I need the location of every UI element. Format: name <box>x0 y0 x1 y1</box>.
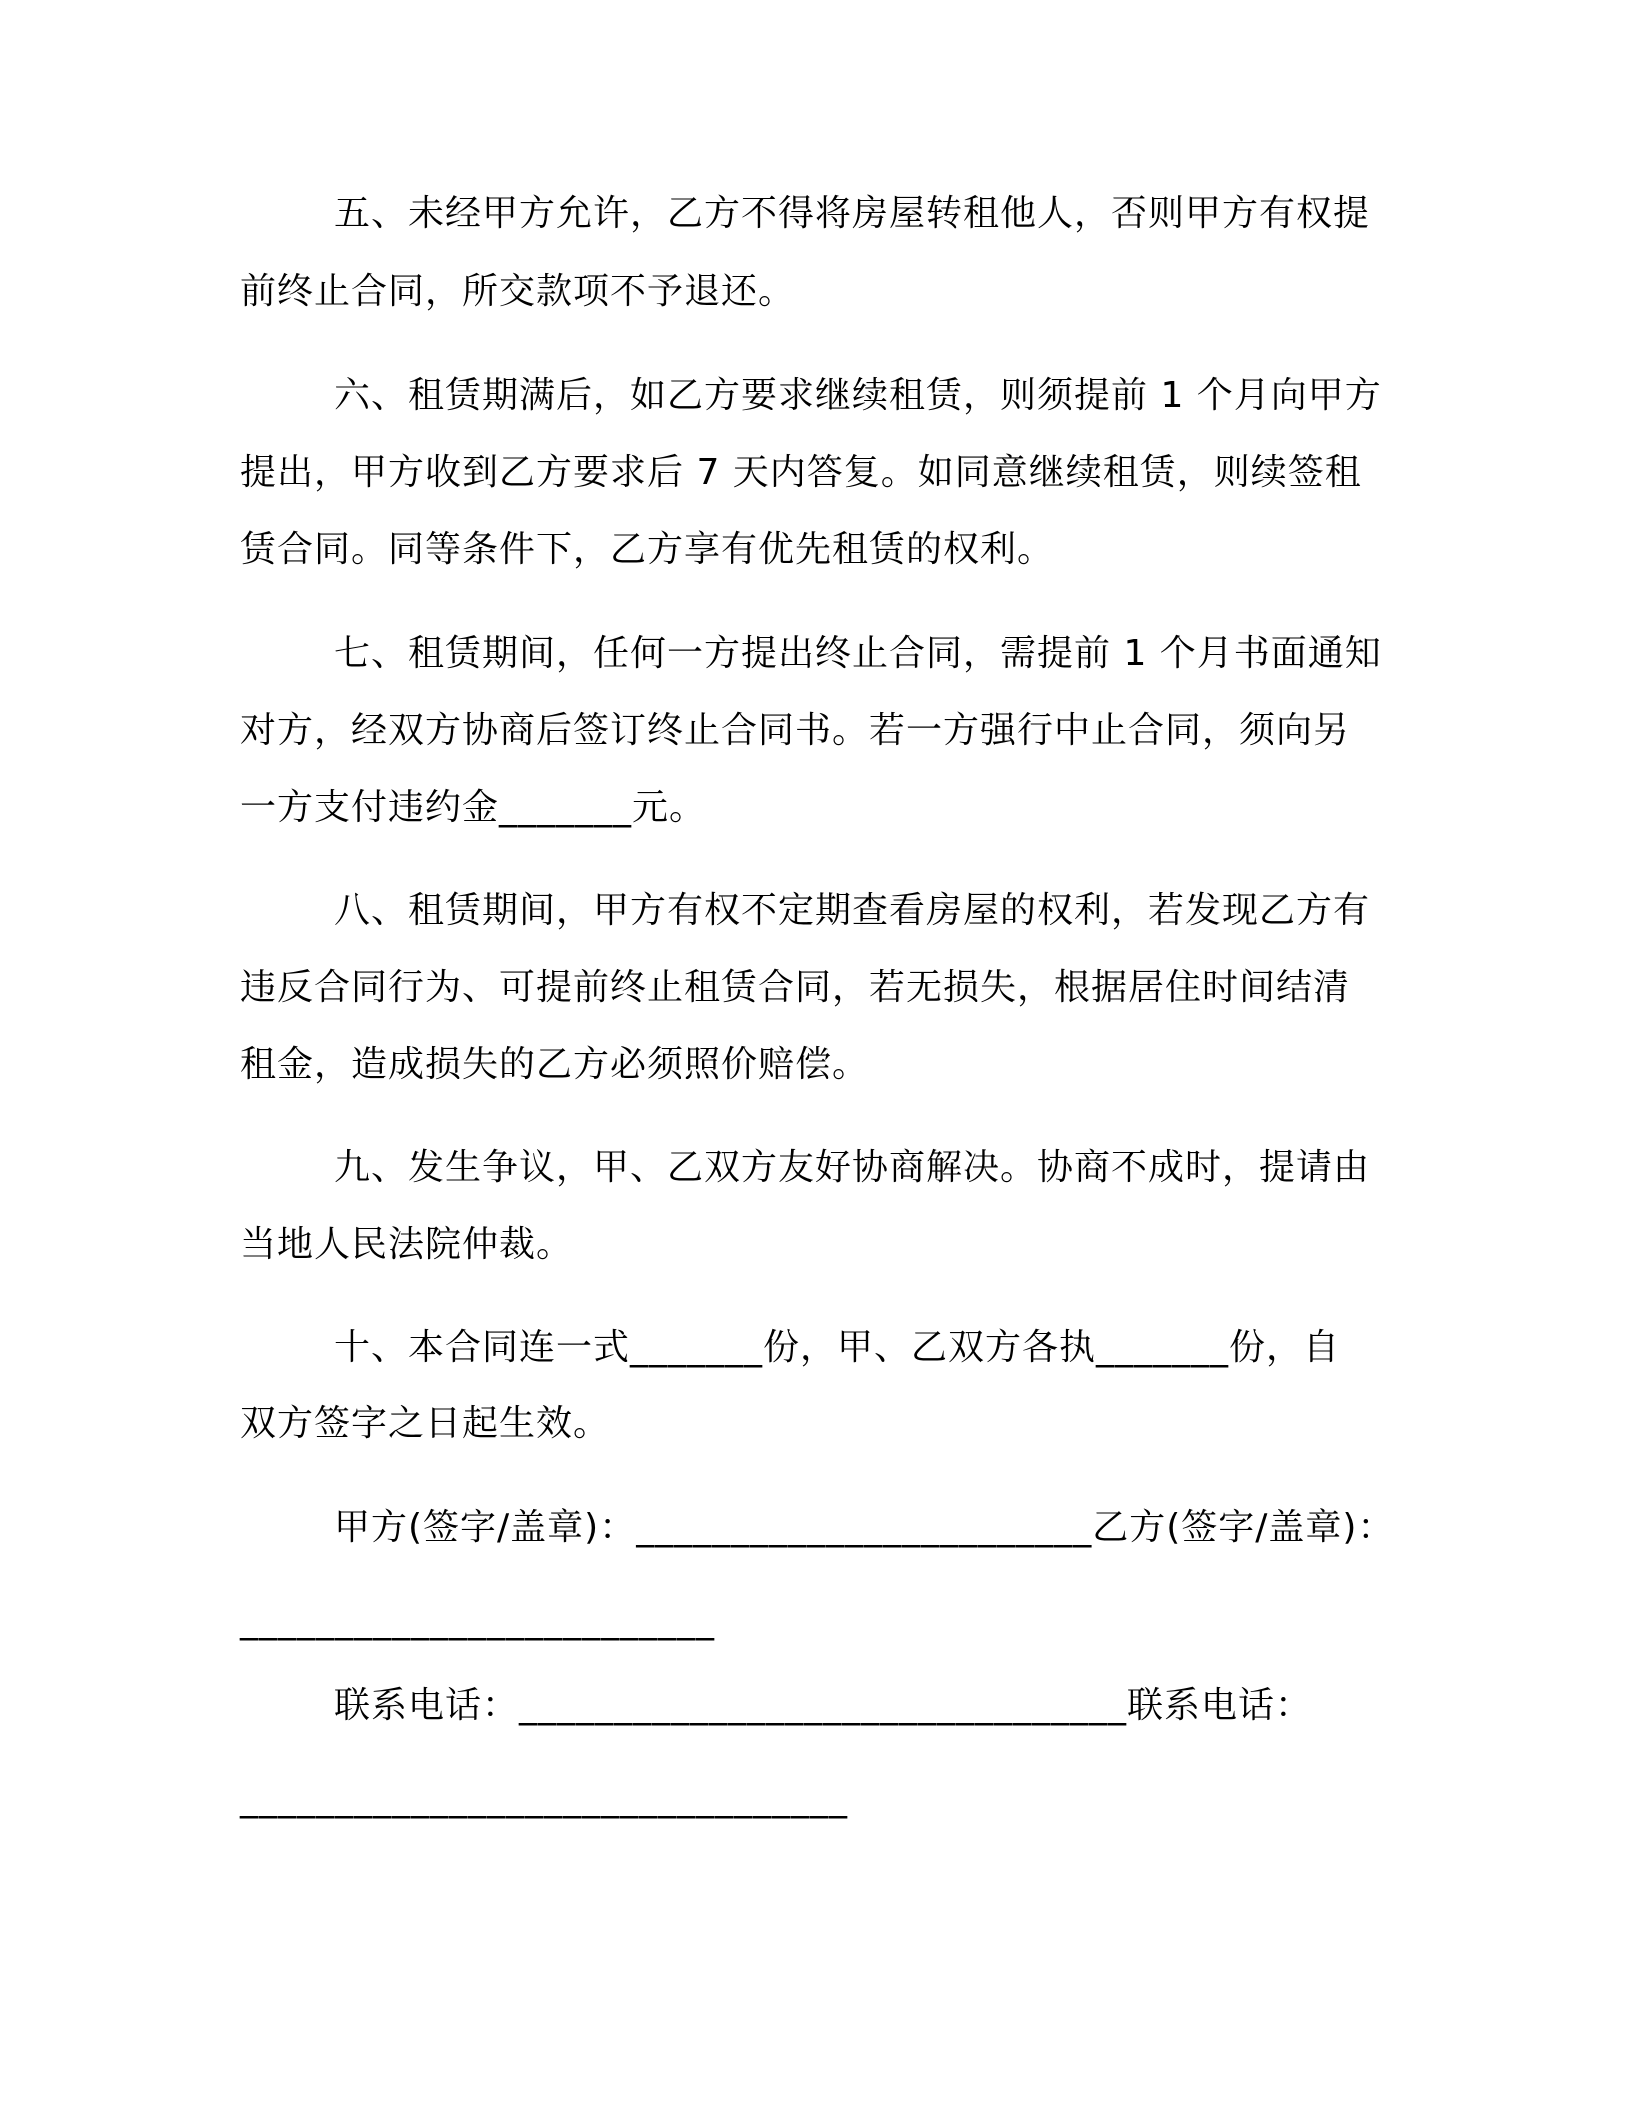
clause-8-line-1: 八、租赁期间，甲方有权不定期查看房屋的权利，若发现乙方有 <box>334 890 1371 931</box>
clause-7-line-3: 一方支付违约金_______元。 <box>240 787 707 828</box>
clause-5-line-2: 前终止合同，所交款项不予退还。 <box>240 271 796 312</box>
clause-10-line-1: 十、本合同连一式_______份，甲、乙双方各执_______份，自 <box>334 1327 1341 1368</box>
clause-10-line-2: 双方签字之日起生效。 <box>240 1403 611 1444</box>
clause-7-line-1: 七、租赁期间，任何一方提出终止合同，需提前 1 个月书面通知 <box>334 633 1382 674</box>
signature-line-continued: _________________________ <box>240 1600 715 1641</box>
clause-6-line-1: 六、租赁期满后，如乙方要求继续租赁，则须提前 1 个月向甲方 <box>334 375 1382 416</box>
clause-7-line-2: 对方，经双方协商后签订终止合同书。若一方强行中止合同，须向另 <box>240 710 1351 751</box>
clause-9-line-1: 九、发生争议，甲、乙双方友好协商解决。协商不成时，提请由 <box>334 1147 1371 1188</box>
signature-line: 甲方(签字/盖章)：________________________乙方(签字/盖章)： <box>334 1507 1395 1548</box>
clause-8-line-3: 租金，造成损失的乙方必须照价赔偿。 <box>240 1044 870 1085</box>
phone-line: 联系电话：________________________________联系电话： <box>334 1685 1313 1726</box>
clause-5-line-1: 五、未经甲方允许，乙方不得将房屋转租他人，否则甲方有权提 <box>334 193 1371 234</box>
clause-9-line-2: 当地人民法院仲裁。 <box>240 1224 574 1265</box>
clause-6-line-3: 赁合同。同等条件下，乙方享有优先租赁的权利。 <box>240 529 1055 570</box>
clause-6-line-2: 提出，甲方收到乙方要求后 7 天内答复。如同意继续租赁，则续签租 <box>240 452 1362 493</box>
clause-8-line-2: 违反合同行为、可提前终止租赁合同，若无损失，根据居住时间结清 <box>240 967 1351 1008</box>
phone-line-continued: ________________________________ <box>240 1778 848 1819</box>
